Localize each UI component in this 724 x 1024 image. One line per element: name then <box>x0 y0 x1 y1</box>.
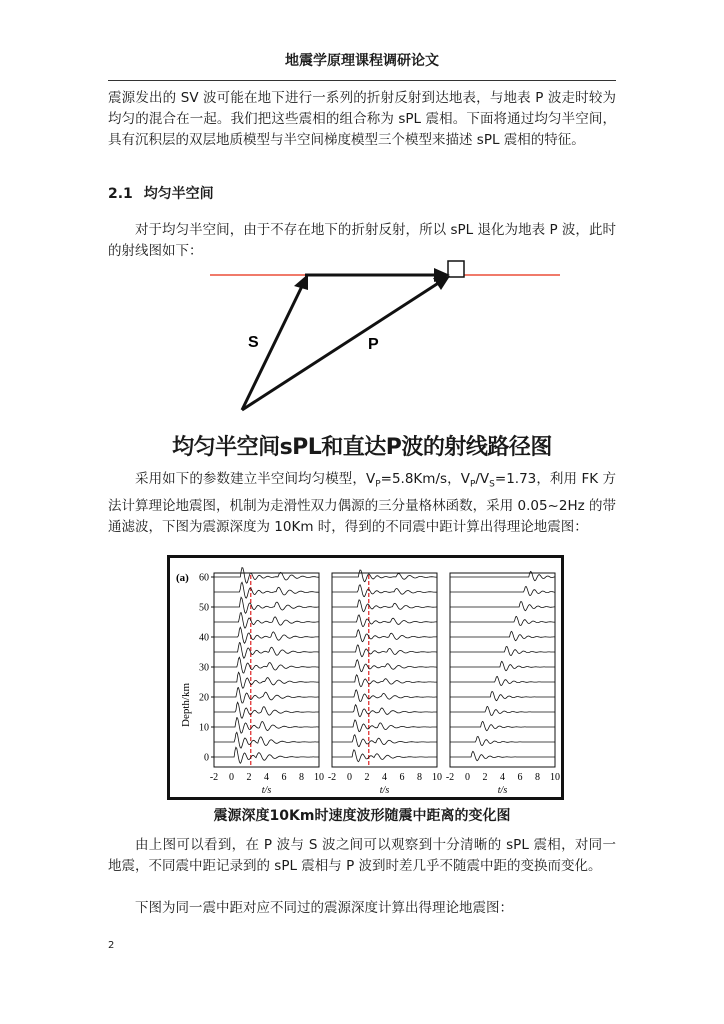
figure2-caption: 震源深度10Km时速度波形随震中距离的变化图 <box>213 808 511 824</box>
header-rule <box>108 80 616 81</box>
x-tick-label: 10 <box>550 772 560 783</box>
x-tick-label: 4 <box>500 772 505 783</box>
paragraph-2 <box>108 469 616 538</box>
y-tick-label: 30 <box>199 662 209 674</box>
direct-p-arrowhead <box>433 276 450 290</box>
x-tick-label: -2 <box>327 772 337 783</box>
x-tick-label: 2 <box>364 772 370 783</box>
para2-vp-value: =5.8Km/s，V <box>380 471 470 487</box>
x-tick-label: -2 <box>445 772 455 783</box>
section-number: 2.1 <box>108 186 133 202</box>
ratio-subscript-p: P <box>469 479 476 490</box>
x-axis-label: t/s <box>261 785 272 796</box>
x-tick-label: 0 <box>465 772 470 783</box>
para2-ratio-mid: /V <box>475 471 490 487</box>
ray-path-figure <box>180 250 580 420</box>
y-tick-label: 20 <box>199 692 209 704</box>
y-tick-label: 10 <box>199 722 209 734</box>
intro-paragraph: 震源发出的 SV 波可能在地下进行一系列的折射反射到达地表，与地表 P 波走时较为均匀的混合在一起。我们把这些震相的组合称为 sPL 震相。下面将通过均匀半空间，具有沉积层的双层地质模型与半空间梯度模型三个模型来描述 sPL 震相的特征。 <box>108 90 616 148</box>
paragraph-1: 对于均匀半空间，由于不存在地下的折射反射，所以 sPL 退化为地表 P 波，此时的射线图如下： <box>108 222 616 259</box>
paragraph-3: 由上图可以看到，在 P 波与 S 波之间可以观察到十分清晰的 sPL 震相，对同一地震，不同震中距记录到的 sPL 震相与 P 波到时差几乎不随震中距的变换而变化。 <box>108 837 616 874</box>
station-box <box>448 261 464 277</box>
section-heading <box>108 183 214 203</box>
vp-subscript: P <box>375 479 381 490</box>
ratio-subscript-s: S <box>489 479 495 490</box>
x-tick-label: 6 <box>517 772 523 783</box>
x-tick-label: 8 <box>299 772 304 783</box>
x-tick-label: 6 <box>281 772 287 783</box>
x-tick-label: 0 <box>229 772 234 783</box>
panel-label: (a) <box>176 572 189 584</box>
x-axis-label: t/s <box>379 785 390 796</box>
x-tick-label: 10 <box>432 772 442 783</box>
x-tick-label: 0 <box>347 772 352 783</box>
x-tick-label: 2 <box>482 772 488 783</box>
s-label: S <box>248 334 259 351</box>
y-tick-label: 0 <box>204 752 209 764</box>
x-tick-label: 8 <box>535 772 540 783</box>
p-label: P <box>368 336 379 353</box>
x-tick-label: 6 <box>399 772 405 783</box>
y-tick-label: 50 <box>199 602 209 614</box>
x-tick-label: -2 <box>209 772 219 783</box>
x-tick-label: 10 <box>314 772 324 783</box>
paragraph-4: 下图为同一震中距对应不同过的震源深度计算出得理论地震图： <box>135 900 513 916</box>
para2-after: =1.73，利用 FK 方法计算理论地震图，机制为走滑性双力偶源的三分量格林函数，采用 0.05~2Hz 的带通滤波，下图为震源深度为 10Km 时，得到的不同震中距计算出得理论地震图： <box>108 471 616 535</box>
x-tick-label: 4 <box>382 772 387 783</box>
x-axis-label: t/s <box>497 785 508 796</box>
x-tick-label: 4 <box>264 772 269 783</box>
figure1-caption: 均匀半空间sPL和直达P波的射线路径图 <box>172 435 552 460</box>
page-header-title: 地震学原理课程调研论文 <box>285 53 439 69</box>
section-title: 均匀半空间 <box>143 186 214 202</box>
x-tick-label: 8 <box>417 772 422 783</box>
page-number: 2 <box>108 940 115 951</box>
seismogram-figure <box>167 555 564 800</box>
y-axis-label: Depth/km <box>180 683 192 727</box>
y-tick-label: 60 <box>199 572 209 584</box>
para2-before: 采用如下的参数建立半空间均匀模型，V <box>135 471 376 487</box>
x-tick-label: 2 <box>246 772 252 783</box>
figure2-frame <box>169 557 563 799</box>
y-tick-label: 40 <box>199 632 209 644</box>
